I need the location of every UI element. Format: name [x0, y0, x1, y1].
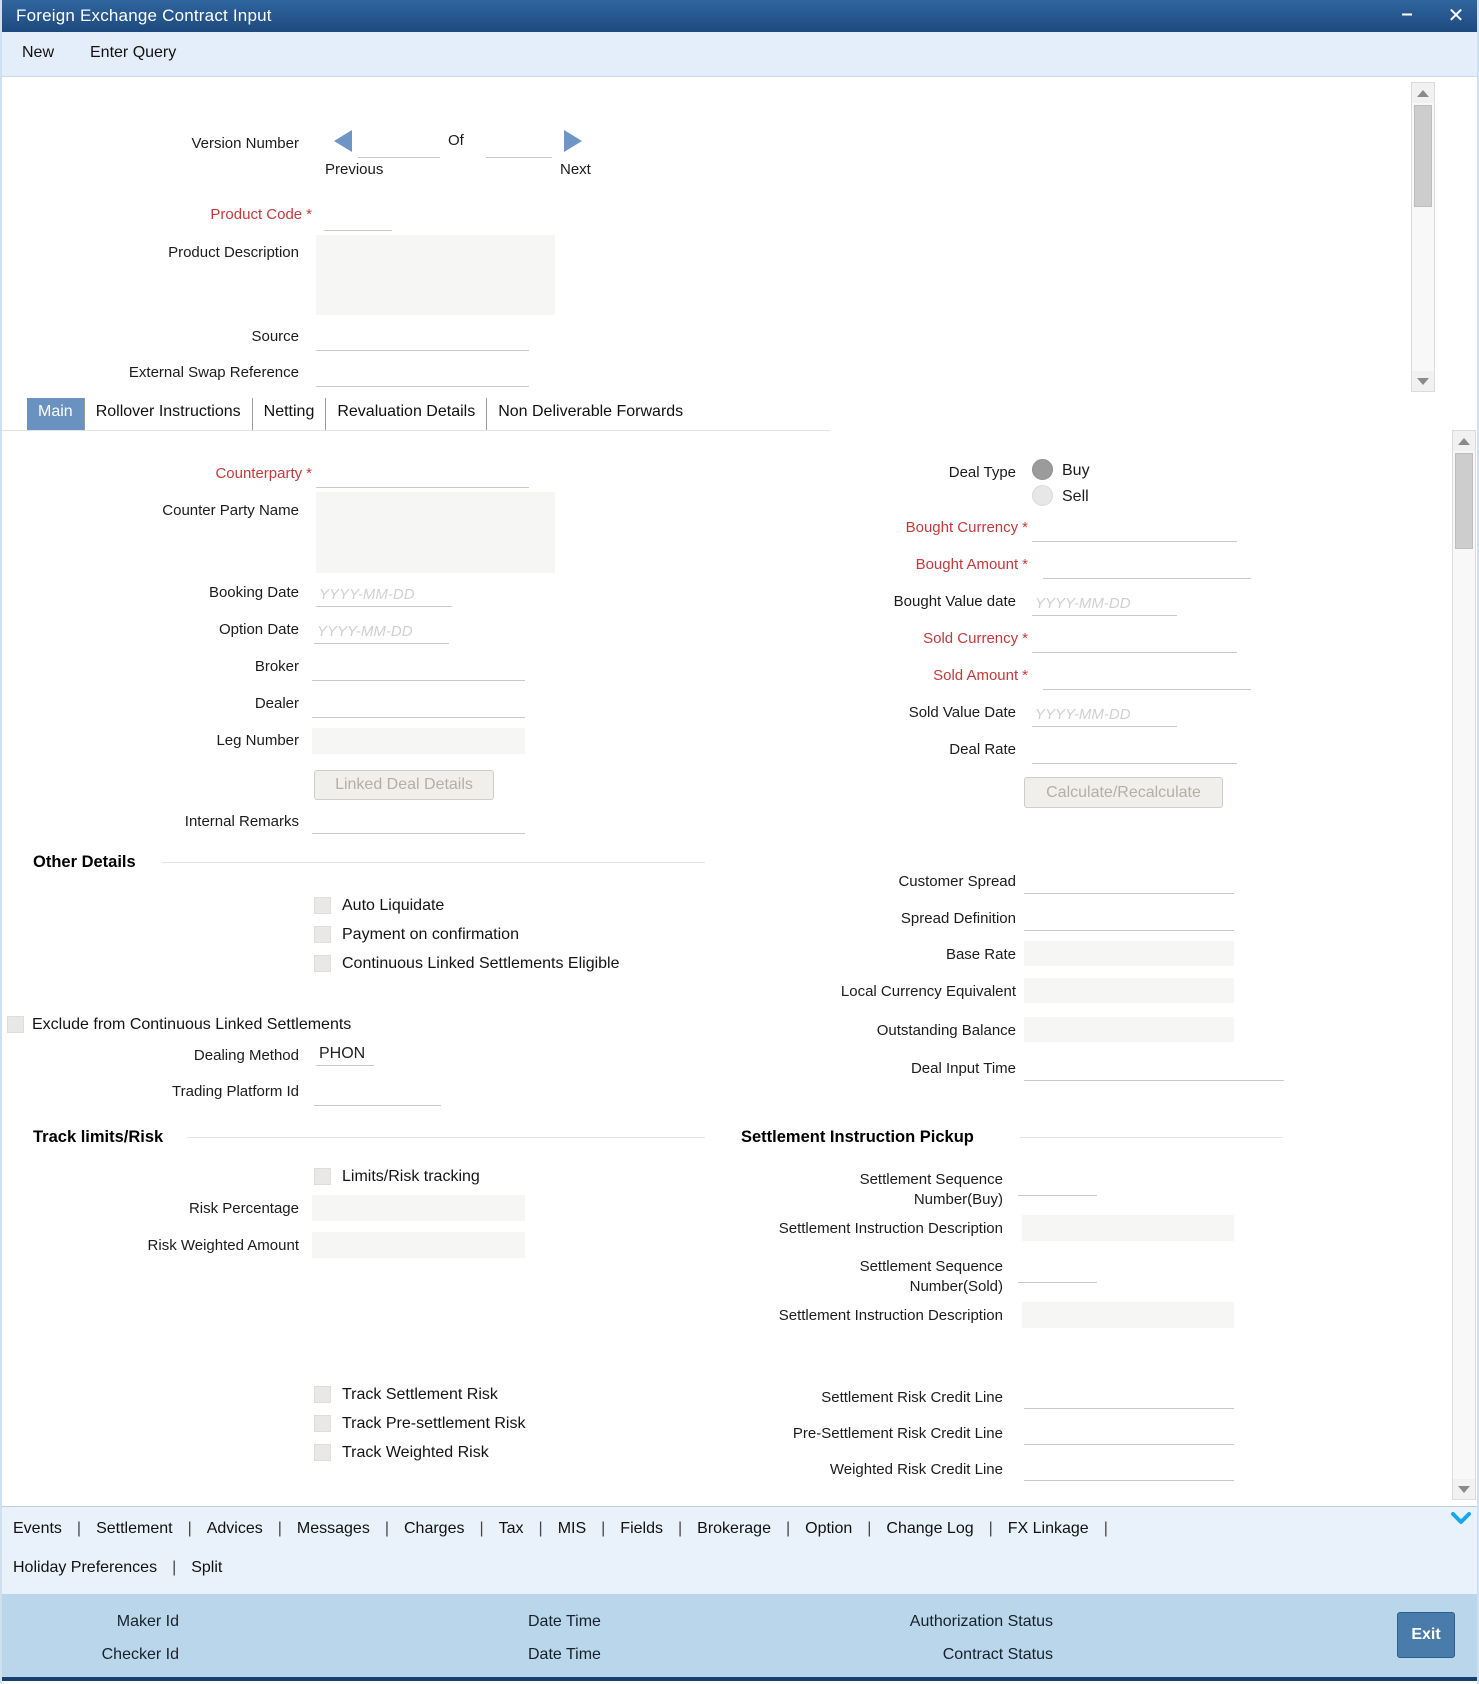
previous-label[interactable]: Previous: [325, 161, 384, 178]
option-date-label: Option Date: [218, 621, 299, 638]
deal-input-time-input[interactable]: [1024, 1057, 1284, 1081]
outstanding-balance-label: Outstanding Balance: [876, 1022, 1016, 1039]
settlement-pickup-rule: [1020, 1137, 1283, 1138]
tab-revaluation-details[interactable]: Revaluation Details: [326, 398, 487, 430]
link-messages[interactable]: Messages: [296, 1520, 370, 1537]
link-option[interactable]: Option: [805, 1520, 853, 1537]
weighted-risk-credit-line-label: Weighted Risk Credit Line: [829, 1461, 1003, 1478]
header-scrollbar-up-button[interactable]: [1412, 83, 1434, 103]
content-scrollbar-thumb[interactable]: [1455, 453, 1473, 549]
settlement-instruction-description-sold-field: [1022, 1302, 1234, 1328]
version-number-input[interactable]: [358, 134, 440, 158]
version-total-input[interactable]: [486, 134, 552, 158]
exit-button[interactable]: Exit: [1397, 1612, 1455, 1658]
presettlement-risk-credit-line-input[interactable]: [1024, 1421, 1234, 1445]
risk-percentage-label: Risk Percentage: [188, 1200, 299, 1217]
settlement-instruction-description-buy-label: Settlement Instruction Description: [778, 1220, 1003, 1237]
limits-risk-tracking-label: Limits/Risk tracking: [342, 1168, 480, 1185]
counterparty-label: Counterparty *: [215, 465, 312, 482]
contract-status-label: Contract Status: [942, 1646, 1053, 1663]
window-title: Foreign Exchange Contract Input: [16, 6, 272, 25]
internal-remarks-label: Internal Remarks: [184, 813, 299, 830]
linked-deal-details-button[interactable]: Linked Deal Details: [314, 770, 494, 800]
tab-rollover-instructions[interactable]: Rollover Instructions: [85, 398, 253, 430]
auto-liquidate-label: Auto Liquidate: [342, 897, 445, 914]
content-scrollbar-up-button[interactable]: [1453, 431, 1475, 451]
sold-currency-label: Sold Currency *: [923, 630, 1028, 647]
next-version-icon[interactable]: [564, 130, 582, 152]
internal-remarks-input[interactable]: [312, 810, 525, 834]
exclude-cls-checkbox[interactable]: [7, 1016, 24, 1033]
settlement-instruction-pickup-title: Settlement Instruction Pickup: [741, 1128, 974, 1146]
leg-number-field: [312, 728, 525, 754]
link-events[interactable]: Events: [13, 1520, 62, 1537]
trading-platform-id-input[interactable]: [314, 1082, 441, 1106]
close-icon[interactable]: ✕: [1447, 5, 1465, 27]
collapse-chevron-icon[interactable]: [1450, 1511, 1472, 1527]
source-label: Source: [251, 328, 299, 345]
previous-version-icon[interactable]: [334, 130, 352, 152]
track-presettlement-risk-checkbox[interactable]: [314, 1415, 331, 1432]
deal-type-label: Deal Type: [948, 464, 1016, 481]
action-links-bar: [2, 1506, 1479, 1594]
maker-date-time-label: Date Time: [528, 1613, 601, 1630]
base-rate-field: [1024, 941, 1234, 966]
sold-value-date-label: Sold Value Date: [908, 704, 1016, 721]
spread-definition-label: Spread Definition: [900, 910, 1016, 927]
deal-rate-label: Deal Rate: [949, 741, 1016, 758]
customer-spread-input[interactable]: [1024, 870, 1234, 894]
local-currency-equivalent-label: Local Currency Equivalent: [840, 983, 1016, 1000]
sold-amount-input[interactable]: [1043, 666, 1251, 690]
dealer-label: Dealer: [254, 695, 299, 712]
version-number-label: Version Number: [191, 135, 299, 152]
track-weighted-risk-label: Track Weighted Risk: [342, 1444, 489, 1461]
calculate-recalculate-button[interactable]: Calculate/Recalculate: [1024, 777, 1223, 808]
link-fields[interactable]: Fields: [620, 1520, 663, 1537]
settlement-sequence-number-buy-label: Settlement Sequence Number(Buy): [859, 1171, 1003, 1208]
weighted-risk-credit-line-input[interactable]: [1024, 1457, 1234, 1481]
settlement-risk-credit-line-label: Settlement Risk Credit Line: [821, 1389, 1003, 1406]
product-description-label: Product Description: [168, 244, 299, 261]
outstanding-balance-field: [1024, 1017, 1234, 1042]
other-details-rule: [162, 862, 705, 863]
other-details-title: Other Details: [33, 853, 136, 871]
trading-platform-id-label: Trading Platform Id: [172, 1083, 299, 1100]
auto-liquidate-checkbox[interactable]: [314, 897, 331, 914]
checker-date-time-label: Date Time: [528, 1646, 601, 1663]
header-scrollbar-down-button[interactable]: [1412, 371, 1434, 391]
action-links-row-1: Events | Settlement | Advices | Messages | Charges | Tax | MIS | Fields | Brokerage | Option | Change Log | FX Linkage |: [13, 1520, 1108, 1537]
track-limits-rule: [187, 1137, 705, 1138]
risk-percentage-field: [312, 1195, 525, 1221]
payment-on-confirmation-label: Payment on confirmation: [342, 926, 519, 943]
minimize-icon[interactable]: –: [1401, 3, 1413, 25]
external-swap-reference-input[interactable]: [316, 363, 529, 387]
link-tax[interactable]: Tax: [498, 1520, 524, 1537]
exclude-cls-label: Exclude from Continuous Linked Settlements: [32, 1016, 352, 1033]
broker-label: Broker: [254, 658, 299, 675]
product-description-field: [316, 235, 555, 315]
menu-enter-query[interactable]: Enter Query: [90, 44, 177, 61]
cls-eligible-checkbox[interactable]: [314, 955, 331, 972]
track-limits-risk-title: Track limits/Risk: [33, 1128, 164, 1146]
source-input[interactable]: [316, 327, 529, 351]
deal-type-sell-radio[interactable]: [1032, 485, 1053, 506]
risk-weighted-amount-label: Risk Weighted Amount: [147, 1237, 299, 1254]
link-split[interactable]: Split: [191, 1559, 223, 1576]
checker-id-label: Checker Id: [101, 1646, 179, 1663]
link-charges[interactable]: Charges: [403, 1520, 465, 1537]
dealer-input[interactable]: [312, 694, 525, 718]
tab-main[interactable]: Main: [27, 398, 85, 430]
bought-value-date-input[interactable]: [1032, 592, 1177, 616]
deal-type-sell-label: Sell: [1062, 488, 1089, 505]
bought-amount-input[interactable]: [1043, 555, 1251, 579]
bought-value-date-label: Bought Value date: [893, 593, 1016, 610]
option-date-input[interactable]: [314, 620, 449, 644]
link-mis[interactable]: MIS: [557, 1520, 587, 1537]
header-scrollbar-thumb[interactable]: [1414, 105, 1432, 207]
deal-type-buy-label: Buy: [1062, 462, 1090, 479]
sold-currency-input[interactable]: [1032, 629, 1237, 653]
local-currency-equivalent-field: [1024, 978, 1234, 1003]
tab-netting[interactable]: Netting: [253, 398, 327, 430]
product-code-label: Product Code *: [210, 206, 312, 223]
link-brokerage[interactable]: Brokerage: [697, 1520, 771, 1537]
action-links-row-2: Holiday Preferences | Split: [13, 1559, 223, 1576]
counterparty-name-label: Counter Party Name: [162, 502, 299, 519]
cls-eligible-label: Continuous Linked Settlements Eligible: [342, 955, 620, 972]
dealing-method-input[interactable]: [316, 1042, 374, 1066]
title-bar: [2, 0, 1479, 32]
booking-date-input[interactable]: [316, 583, 452, 607]
maker-id-label: Maker Id: [116, 1613, 179, 1630]
authorization-status-label: Authorization Status: [909, 1613, 1053, 1630]
deal-rate-input[interactable]: [1032, 740, 1237, 764]
presettlement-risk-credit-line-label: Pre-Settlement Risk Credit Line: [792, 1425, 1003, 1442]
settlement-sequence-number-buy-input[interactable]: [1018, 1172, 1097, 1196]
settlement-sequence-number-sold-label: Settlement Sequence Number(Sold): [859, 1258, 1003, 1295]
external-swap-reference-label: External Swap Reference: [128, 364, 299, 381]
track-presettlement-risk-label: Track Pre-settlement Risk: [342, 1415, 526, 1432]
link-fx-linkage[interactable]: FX Linkage: [1007, 1520, 1089, 1537]
link-change-log[interactable]: Change Log: [886, 1520, 974, 1537]
risk-weighted-amount-field: [312, 1232, 525, 1258]
sold-amount-label: Sold Amount *: [933, 667, 1028, 684]
counterparty-name-field: [316, 492, 555, 573]
customer-spread-label: Customer Spread: [898, 873, 1016, 890]
tab-strip-divider: [2, 430, 830, 431]
broker-input[interactable]: [312, 657, 525, 681]
header-scrollbar[interactable]: [1411, 82, 1435, 392]
link-settlement[interactable]: Settlement: [96, 1520, 173, 1537]
bought-currency-input[interactable]: [1032, 518, 1237, 542]
menu-bar: [2, 32, 1479, 77]
content-scrollbar-down-button[interactable]: [1453, 1479, 1475, 1499]
version-of-label: Of: [448, 132, 464, 149]
leg-number-label: Leg Number: [216, 732, 299, 749]
tab-non-deliverable-forwards[interactable]: Non Deliverable Forwards: [498, 403, 684, 420]
booking-date-label: Booking Date: [208, 584, 299, 601]
menu-new[interactable]: New: [22, 44, 55, 61]
settlement-risk-credit-line-input[interactable]: [1024, 1385, 1234, 1409]
deal-type-buy-radio[interactable]: [1032, 459, 1053, 480]
next-label[interactable]: Next: [560, 161, 591, 178]
settlement-instruction-description-sold-label: Settlement Instruction Description: [778, 1307, 1003, 1324]
settlement-sequence-number-sold-input[interactable]: [1018, 1259, 1097, 1283]
spread-definition-input[interactable]: [1024, 907, 1234, 931]
sold-value-date-input[interactable]: [1032, 703, 1177, 727]
bought-amount-label: Bought Amount *: [915, 556, 1028, 573]
product-code-input[interactable]: [324, 207, 392, 231]
tab-strip: [27, 398, 694, 430]
track-settlement-risk-label: Track Settlement Risk: [342, 1386, 498, 1403]
link-advices[interactable]: Advices: [206, 1520, 263, 1537]
dealing-method-label: Dealing Method: [193, 1047, 299, 1064]
track-weighted-risk-checkbox[interactable]: [314, 1444, 331, 1461]
counterparty-input[interactable]: [316, 464, 529, 488]
deal-input-time-label: Deal Input Time: [910, 1060, 1016, 1077]
limits-risk-tracking-checkbox[interactable]: [314, 1168, 331, 1185]
link-holiday-preferences[interactable]: Holiday Preferences: [13, 1559, 158, 1576]
track-settlement-risk-checkbox[interactable]: [314, 1386, 331, 1403]
base-rate-label: Base Rate: [945, 946, 1016, 963]
settlement-instruction-description-buy-field: [1022, 1215, 1234, 1241]
bought-currency-label: Bought Currency *: [905, 519, 1028, 536]
content-scrollbar[interactable]: [1452, 430, 1476, 1500]
footer-bar: [2, 1594, 1479, 1681]
payment-on-confirmation-checkbox[interactable]: [314, 926, 331, 943]
